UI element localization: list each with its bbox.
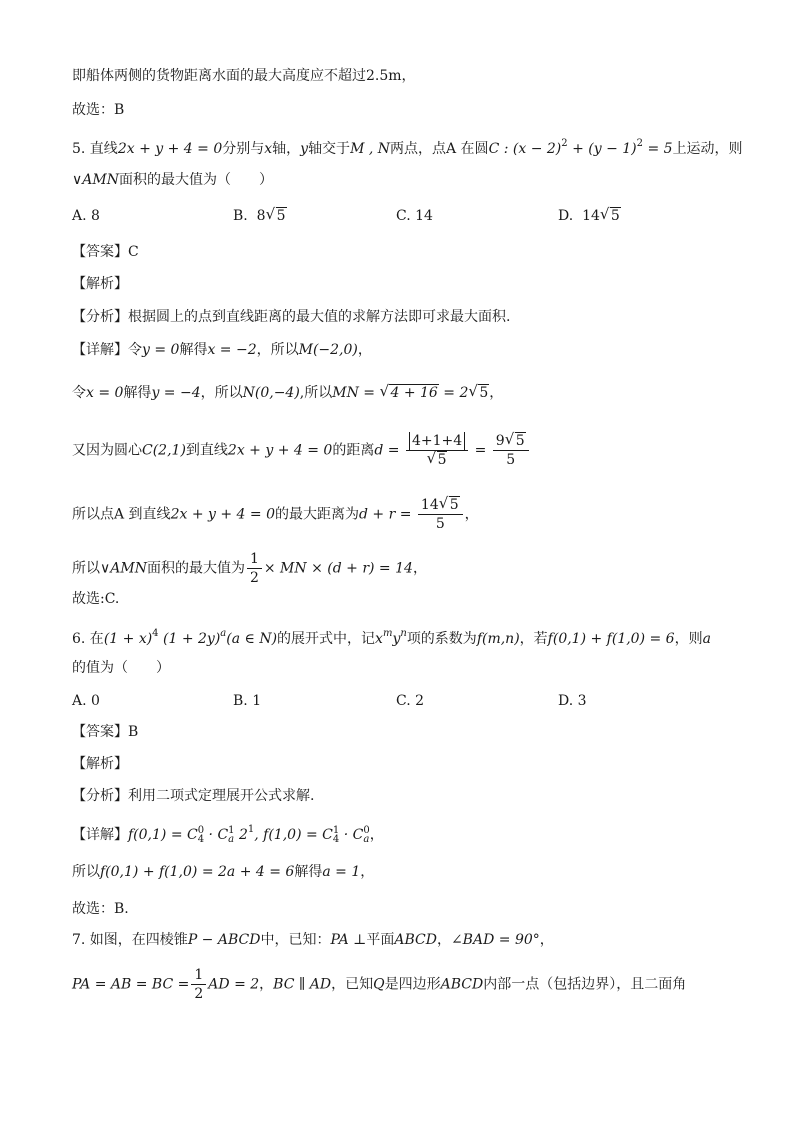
math: PA ⊥ xyxy=(330,932,367,948)
sqrt xyxy=(379,383,438,403)
text: 两点，点A 在圆 xyxy=(390,141,489,157)
text: 【详解】令 xyxy=(72,342,142,358)
math: x = 0 xyxy=(86,385,124,401)
text: ， xyxy=(412,560,427,577)
math: 4 xyxy=(152,628,159,639)
text: 轴交于 xyxy=(308,141,351,157)
option-c: C. 2 xyxy=(396,693,425,709)
text: ,所以 xyxy=(299,385,333,401)
text: ，则 xyxy=(674,631,703,647)
detail-line-2 xyxy=(72,862,734,882)
math: y xyxy=(392,631,401,647)
denominator xyxy=(406,451,468,469)
option-a: A. 0 xyxy=(72,693,100,709)
text: 又因为圆心 xyxy=(72,442,142,459)
denominator: 2 xyxy=(194,986,204,1002)
math: (1 + 2y) xyxy=(158,631,221,647)
math: f(0,1) = C xyxy=(128,827,198,843)
text: 解得 xyxy=(179,342,208,358)
sqrt xyxy=(600,206,621,226)
text: ， xyxy=(436,932,451,948)
math: = 2 xyxy=(443,385,469,401)
detail-line-1 xyxy=(72,820,734,845)
math: = xyxy=(474,442,487,459)
numerator: 1 xyxy=(247,550,262,569)
jiexi-label: 【解析】 xyxy=(72,756,128,772)
math: C(2,1) xyxy=(142,442,186,459)
numerator xyxy=(418,496,463,515)
math: 1 xyxy=(332,825,340,836)
option-b: B. 1 xyxy=(233,693,262,709)
math: a = 1 xyxy=(322,864,361,880)
math: 5 xyxy=(515,433,525,449)
math: a xyxy=(220,628,227,639)
math: ∨AMN xyxy=(72,172,119,188)
math: 5 xyxy=(449,497,459,513)
text: ， xyxy=(357,342,372,358)
text: 上运动，则 xyxy=(672,141,743,157)
text: 到直线 xyxy=(185,442,228,459)
text: ，已知 xyxy=(331,976,374,993)
math: m xyxy=(382,628,393,639)
answer-end-line: 故选：B. xyxy=(72,901,129,917)
text: 解得 xyxy=(123,385,152,401)
sqrt xyxy=(439,496,460,514)
question-6-stem xyxy=(72,624,734,649)
option-b xyxy=(233,206,287,226)
math: , f(1,0) = C xyxy=(254,827,333,843)
text: 7. 如图，在四棱锥 xyxy=(72,932,188,948)
analysis-line: 【分析】根据圆上的点到直线距离的最大值的求解方法即可求最大面积. xyxy=(72,309,511,325)
math: a xyxy=(702,631,711,647)
math: y = −4 xyxy=(151,385,201,401)
math: P − ABCD xyxy=(187,932,261,948)
answer-end-line: 故选:C. xyxy=(72,591,120,607)
option-d xyxy=(558,206,621,226)
math: 4 xyxy=(332,834,340,845)
fraction xyxy=(191,966,206,1003)
option-letter: D. xyxy=(558,208,574,224)
text: 分别与 xyxy=(222,141,265,157)
text: 是四边形 xyxy=(384,976,441,993)
text: 即船体两侧的货物距离水面的最大高度应不超过 xyxy=(72,68,366,84)
math: C : (x − 2) xyxy=(488,141,562,157)
text: ， xyxy=(360,864,375,880)
math: 2x + y + 4 = 0 xyxy=(170,506,275,523)
math: ABCD xyxy=(440,976,484,993)
text: 的展开式中，记 xyxy=(277,631,376,647)
text: 内部一点（包括边界），且二面角 xyxy=(483,976,687,993)
math: 5 xyxy=(276,208,286,224)
question-5-stem-2 xyxy=(72,170,734,190)
denominator: 5 xyxy=(506,452,516,468)
text: 的距离 xyxy=(332,442,375,459)
option-d: D. 3 xyxy=(558,693,587,709)
math: a xyxy=(363,834,370,845)
math: (a ∈ N) xyxy=(226,631,278,647)
fraction xyxy=(493,432,529,469)
detail-line-3 xyxy=(72,432,734,469)
math: M , N xyxy=(350,141,390,157)
text: 项的系数为 xyxy=(406,631,477,647)
math: d = xyxy=(374,442,400,459)
math: 1 xyxy=(228,825,235,836)
math: x xyxy=(375,631,383,647)
math: Q xyxy=(373,976,385,993)
math: 5 xyxy=(437,452,447,468)
fraction xyxy=(418,496,463,533)
math: N(0,−4) xyxy=(242,385,300,401)
math: PA = AB = BC = xyxy=(72,976,190,993)
question-6-stem-2: 的值为（ ） xyxy=(72,660,170,676)
math: ABCD xyxy=(394,932,437,948)
math: × MN × (d + r) = 14 xyxy=(263,560,413,577)
option-letter: B. xyxy=(233,208,248,224)
text: 令 xyxy=(72,385,86,401)
numerator xyxy=(493,432,529,451)
denominator: 2 xyxy=(249,570,259,586)
math: 2x + y + 4 = 0 xyxy=(117,141,223,157)
jiexi-label: 【解析】 xyxy=(72,276,128,292)
text: 中，已知： xyxy=(260,932,331,948)
math: MN = xyxy=(332,385,376,401)
text: 解得 xyxy=(294,864,323,880)
detail-line-1 xyxy=(72,340,734,360)
math: f(0,1) + f(1,0) = 2a + 4 = 6 xyxy=(100,864,295,880)
math: ∨AMN xyxy=(100,560,147,577)
text: 的最大距离为 xyxy=(274,506,359,523)
math: f(m,n) xyxy=(476,631,520,647)
math: y = 0 xyxy=(142,342,180,358)
math: f(0,1) + f(1,0) = 6 xyxy=(547,631,675,647)
option-c: C. 14 xyxy=(396,208,433,224)
math: 9 xyxy=(495,433,505,449)
text: 所以 xyxy=(72,864,100,880)
text: ， xyxy=(464,506,479,523)
math: 1 xyxy=(247,824,255,835)
text: 所以点A 到直线 xyxy=(72,506,171,523)
math: 2 xyxy=(636,138,644,149)
math: 5 xyxy=(610,208,620,224)
sqrt xyxy=(427,451,448,469)
text: 面积的最大值为 xyxy=(146,560,245,577)
fraction xyxy=(406,432,468,469)
text: ，若 xyxy=(519,631,548,647)
math: + (y − 1) xyxy=(567,141,637,157)
math: 4 xyxy=(197,834,205,845)
math: d + r = xyxy=(358,506,412,523)
text: ，所以 xyxy=(200,385,243,401)
text: ， xyxy=(489,385,504,401)
math: 4 + 16 xyxy=(390,385,438,401)
question-number: 5. 直线 xyxy=(72,141,118,157)
math: BC ∥ AD xyxy=(273,976,332,993)
math: 2x + y + 4 = 0 xyxy=(227,442,333,459)
question-number: 6. 在 xyxy=(72,631,104,647)
numerator: 1 xyxy=(191,966,206,985)
fraction xyxy=(247,550,262,587)
value: 2.5m xyxy=(366,68,402,84)
text: 【详解】 xyxy=(72,827,128,843)
math: 2 xyxy=(561,138,568,149)
analysis-line: 【分析】利用二项式定理展开公式求解. xyxy=(72,788,315,804)
text: 平面 xyxy=(366,932,395,948)
math: 2 xyxy=(234,827,248,843)
math: AD = 2 xyxy=(208,976,260,993)
question-7-stem xyxy=(72,930,734,950)
math: 8 xyxy=(256,208,266,224)
numerator xyxy=(406,432,468,451)
text: 所以 xyxy=(72,560,100,577)
math: = 5 xyxy=(643,141,673,157)
math: x xyxy=(264,141,273,157)
math: y xyxy=(300,141,309,157)
answer-label: 【答案】C xyxy=(72,244,139,260)
math: 4+1+4 xyxy=(409,432,465,450)
text: 面积的最大值为（ ） xyxy=(118,172,273,188)
math: 14 xyxy=(420,497,439,513)
sqrt xyxy=(505,432,526,450)
math: ∠BAD = 90° xyxy=(450,932,540,948)
text: ， xyxy=(259,976,274,993)
option-a: A. 8 xyxy=(72,208,100,224)
text-line xyxy=(72,66,734,86)
sqrt xyxy=(266,206,287,226)
detail-line-4 xyxy=(72,496,734,533)
question-7-stem-2 xyxy=(72,966,734,1003)
text: ，所以 xyxy=(256,342,299,358)
question-5-stem xyxy=(72,134,743,159)
math: a xyxy=(228,834,235,845)
math: x = −2 xyxy=(207,342,257,358)
text: ， xyxy=(369,827,384,843)
math: 0 xyxy=(363,825,370,836)
math: M(−2,0) xyxy=(298,342,358,358)
math: · C xyxy=(204,827,229,843)
math: (1 + x) xyxy=(103,631,153,647)
detail-line-5 xyxy=(72,550,734,587)
math: 0 xyxy=(197,825,205,836)
text: ， xyxy=(539,932,554,948)
math: 5 xyxy=(479,385,489,401)
answer-line: 故选：B xyxy=(72,102,125,118)
math: 14 xyxy=(582,208,600,224)
math: · C xyxy=(339,827,364,843)
math: n xyxy=(400,628,407,639)
detail-line-2 xyxy=(72,383,734,403)
sqrt xyxy=(468,383,489,403)
answer-label: 【答案】B xyxy=(72,724,139,740)
text: 轴， xyxy=(272,141,301,157)
denominator: 5 xyxy=(435,516,445,532)
text: ， xyxy=(401,68,416,84)
